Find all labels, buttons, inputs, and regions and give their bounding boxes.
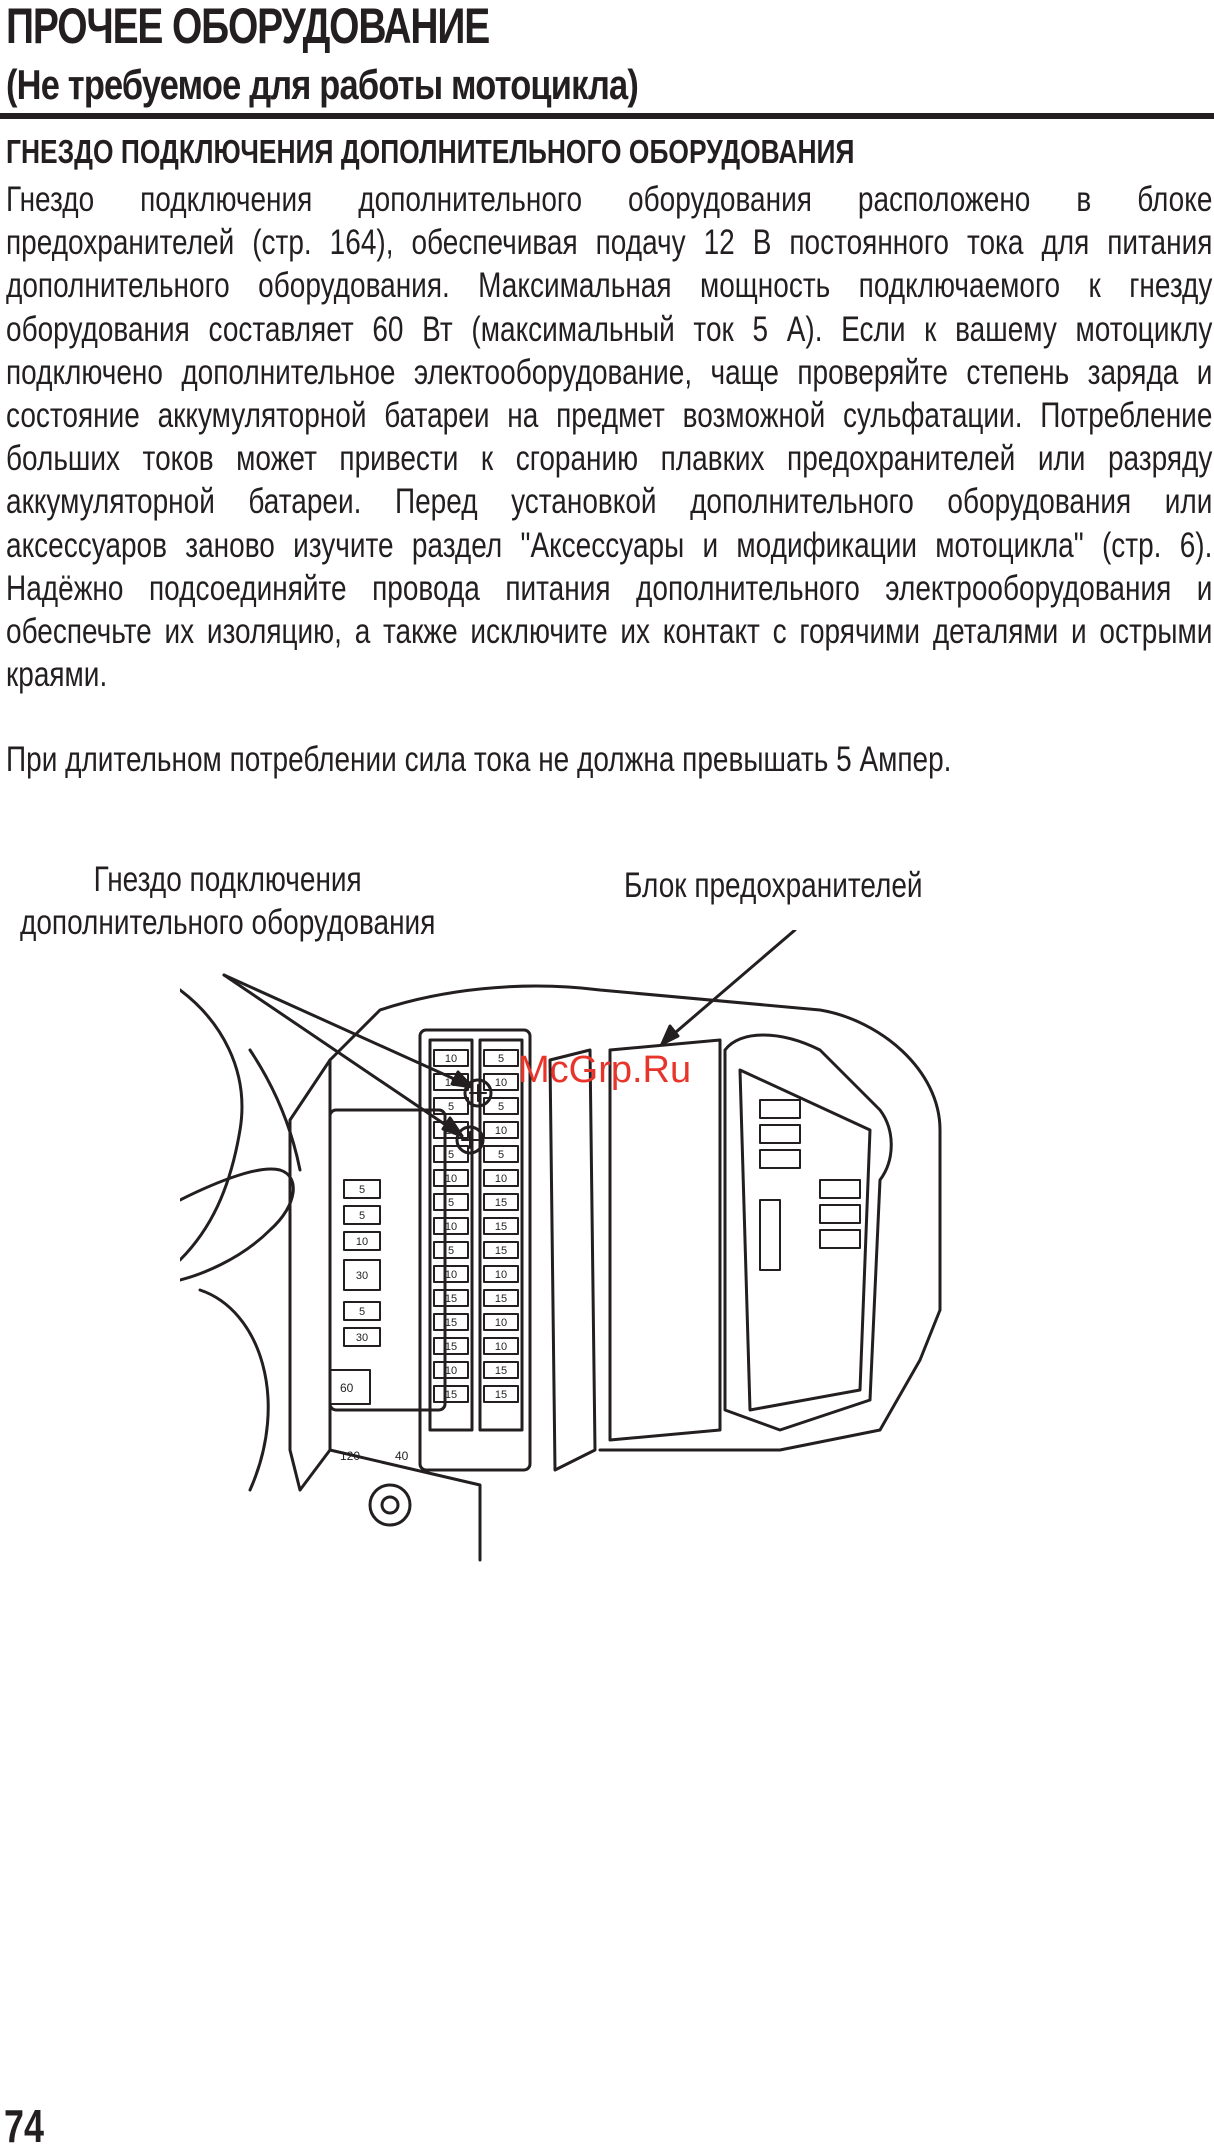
fuse-rating-label: 5 (358, 1306, 366, 1318)
fuse-rating-label: 15 (444, 1341, 458, 1353)
fuse-rating-label: 15 (494, 1245, 508, 1257)
fuse-rating-label: 15 (494, 1365, 508, 1377)
leader-line-lower (224, 975, 462, 1136)
fuse-rating-label: 10 (444, 1221, 458, 1233)
fuse-rating-label: 15 (494, 1197, 508, 1209)
bottom-marking-right: 40 (395, 1449, 409, 1463)
hand-contour (180, 1169, 293, 1280)
fuse-rating-label: 10 (494, 1269, 508, 1281)
divider-wall (550, 1050, 595, 1470)
fuse-box-side (610, 1040, 720, 1440)
current-limit-note: При длительном потреблении сила тока не должна превышать 5 Ампер. (6, 740, 952, 779)
fuse-rating-label: 10 (444, 1053, 458, 1065)
body-contour-inner (250, 1050, 300, 1170)
fuse-rating-label: 10 (444, 1173, 458, 1185)
fuse-rating-label: 10 (494, 1317, 508, 1329)
fuse-box-bottom (330, 1450, 480, 1560)
lid-base (600, 1310, 940, 1450)
fuse-rating-label: 15 (494, 1221, 508, 1233)
title-rule (0, 113, 1214, 119)
fuse-box-label: Блок предохранителей (624, 866, 923, 905)
body-curve-left (180, 990, 242, 1260)
mounting-bolt-center (382, 1497, 398, 1513)
bottom-marking: 120 (340, 1449, 361, 1463)
fuse-rating-label: 30 (355, 1270, 369, 1282)
fuse-rating-label: 15 (444, 1293, 458, 1305)
fuse-rating-label: 10 (494, 1077, 508, 1089)
fuse-rating-label: 20 (444, 1125, 458, 1137)
fuse-rating-label: 5 (497, 1053, 505, 1065)
page-subtitle: (Не требуемое для работы мотоцикла) (6, 61, 639, 108)
fuse-rating-label: 15 (444, 1389, 458, 1401)
fuse-rating-label: 30 (355, 1332, 369, 1344)
fuse-rating-label: 10 (494, 1173, 508, 1185)
fuse-rating-label: 10 (494, 1125, 508, 1137)
fuse-box-illustration (180, 930, 980, 1590)
fuse-rating-label: 10 (355, 1236, 369, 1248)
fuse-rating-label: 10 (444, 1269, 458, 1281)
accessory-socket-label-line1: Гнездо подключения (93, 860, 362, 899)
section-body-text: Гнездо подключения дополнительного оборудования расположено в блоке предохранителей (стр. 164), обеспечивая подачу 12 В постоянного тока для питания дополнительного оборудования. Максимальная мощность подключаемого к гнезду оборудования составляет 60 Вт (максимальный ток 5 А). Если к вашему мотоциклу подключено дополнительное электооборудование, чаще проверяйте степень заряда и состояние аккумуляторной батареи на предмет возможной сульфатации. Потребление больших токов может привести к сгоранию плавких предохранителей или разряду аккумуляторной батареи. Перед установкой дополнительного оборудования или аксессуаров заново изучите раздел "Аксессуары и модификации мотоцикла" (стр. 6). Надёжно подсоединяйте провода питания дополнительного электрооборудования и обеспечьте их изоляцию, а также исключите их контакт с горячими деталями и острыми краями. (6, 180, 1213, 695)
fuse-rating-label: 5 (358, 1210, 366, 1222)
section-heading: ГНЕЗДО ПОДКЛЮЧЕНИЯ ДОПОЛНИТЕЛЬНОГО ОБОРУДОВАНИЯ (6, 133, 855, 170)
fuse-rating-label: 5 (358, 1184, 366, 1196)
fuse-rating-label: 5 (497, 1101, 505, 1113)
fuse-rating-label: 15 (444, 1077, 458, 1089)
page-number: 74 (4, 2100, 44, 2152)
center-fuse-panel (420, 1030, 530, 1470)
fuse-rating-label: 10 (494, 1341, 508, 1353)
fuse-rating-label: 5 (447, 1197, 455, 1209)
fuse-box-left-wall (290, 1060, 330, 1490)
fuse-rating-label: 10 (444, 1365, 458, 1377)
fuse-rating-label: 5 (447, 1149, 455, 1161)
fuse-rating-label: 5 (447, 1245, 455, 1257)
fuse-rating-label: 15 (444, 1317, 458, 1329)
accessory-socket-label-line2: дополнительного оборудования (20, 903, 436, 942)
body-curve-lower (200, 1290, 268, 1490)
mounting-bolt (370, 1485, 410, 1525)
fuse-rating-label: 15 (494, 1389, 508, 1401)
page-title: ПРОЧЕЕ ОБОРУДОВАНИЕ (6, 0, 490, 54)
fuse-rating-label: 5 (497, 1149, 505, 1161)
fuse-rating-label: 15 (494, 1293, 508, 1305)
big-fuse-rating: 60 (340, 1381, 354, 1395)
watermark-text: McGrp.Ru (518, 1049, 692, 1091)
arrow-head-fusebox (662, 1026, 678, 1044)
fuse-rating-label: 5 (447, 1101, 455, 1113)
leader-line-fusebox (662, 930, 795, 1044)
